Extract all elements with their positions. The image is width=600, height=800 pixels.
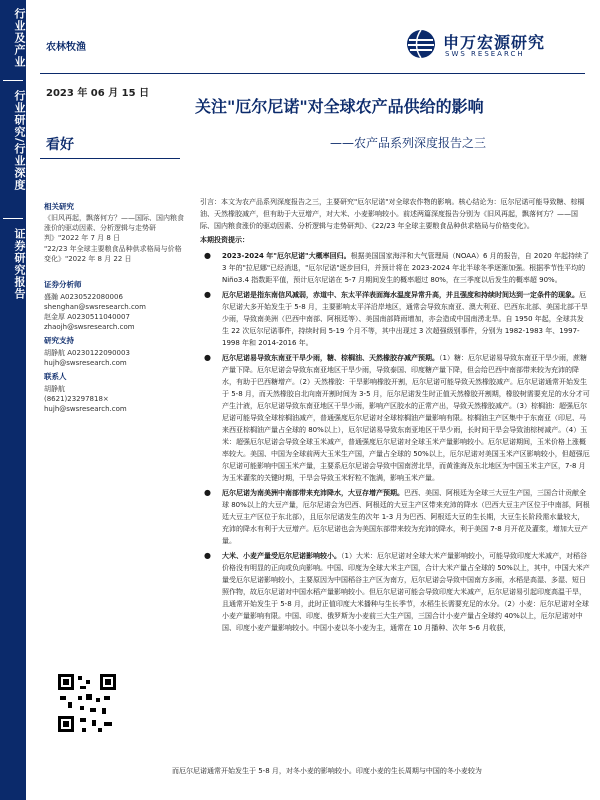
bullet-text: 根据美国国家海洋和大气管理局（NOAA）6 月的报告，自 2020 年起持续了 3 年的"拉尼娜"已经消退，"厄尔尼诺"逐步回归，并预计将在 2023-2024 年北半球冬季逐渐加强。根据季节性平均的 Niño3.4 指数距平值，预计厄尔尼诺在 5-7 月期间发生的概率超过 80%，在三季度以后发生的概率超 90%。 bbox=[222, 252, 589, 284]
contact-line[interactable]: hujh@swsresearch.com bbox=[44, 405, 127, 413]
vertical-label-industry: 行业及产业 bbox=[13, 8, 26, 68]
report-date: 2023 年 06 月 15 日 bbox=[46, 88, 150, 99]
report-title: 关注"厄尔尼诺"对全球农产品供给的影响 bbox=[195, 97, 484, 116]
bullet-icon: ● bbox=[204, 353, 211, 362]
qr-code-icon bbox=[56, 672, 118, 734]
section-heading: 本期投资提示： bbox=[200, 236, 249, 244]
vertical-separator bbox=[3, 80, 23, 81]
analyst-line[interactable]: zhaojh@swsresearch.com bbox=[44, 323, 135, 331]
continued-text: 而厄尔尼诺通常开始发生于 5-8 月，对冬小麦的影响较小。印度小麦的生长周期与中国的冬小麦较为 bbox=[172, 767, 482, 775]
assist-heading: 研究支持 bbox=[44, 336, 74, 345]
list-item bbox=[200, 289, 590, 349]
report-subtitle: ——农产品系列深度报告之三 bbox=[330, 136, 487, 150]
list-item bbox=[200, 352, 590, 484]
related-item[interactable]: 《旧风再起，飘落何方？——国际、国内粮食涨价的驱动因素、分析逻辑与走势研判》"2022 年 7 月 8 日 bbox=[44, 214, 184, 242]
analyst-info bbox=[44, 280, 184, 414]
contact-line: 胡静航 bbox=[44, 385, 65, 393]
brand-name-en: SWS RESEARCH bbox=[445, 50, 525, 58]
analyst-heading: 证券分析师 bbox=[44, 280, 82, 289]
brand-logo bbox=[405, 26, 590, 66]
bullet-lead: 2023-2024 年"厄尔尼诺"大概率回归。 bbox=[222, 252, 351, 260]
related-item[interactable]: "22/23 年全球主要粮食品种供求格局与价格变化》"2022 年 8 月 22 日 bbox=[44, 245, 182, 263]
bullet-text: （1）大米：厄尔尼诺对全球大米产量影响较小，可能导致印度大米减产，对稻谷价格没有明显的正向或负向影响。中国、印度为全球大米主产国，合计大米产量占全球的 50%以上，其中，中国大米产量受厄尔尼诺影响较小，主要原因为中国稻谷主产区为南方，厄尔尼诺会导致中国南方多雨，水稻是高湿、多湿、短日照作物，故厄尔尼诺对中国水稻产量影响较小。但厄尔尼诺可能会导致印度大米减产，厄尔尼诺易引起印度高温干旱，且通常开始发生于 5-8 月，此时正值印度大米播种与生长季节，水稻生长需要充足的水分。（2）小麦：厄尔尼诺对全球小麦产量影响有限。中国、印度、俄罗斯为小麦前三大生产国，三国合计小麦产量占全球约 40%以上，厄尔尼诺对中国、印度小麦产量影响较小。中国小麦以冬小麦为主，通常在 10 月播种、次年 5-6 月收获， bbox=[222, 552, 590, 632]
bullet-icon: ● bbox=[204, 551, 211, 560]
report-body bbox=[200, 196, 590, 637]
rating-divider bbox=[40, 158, 180, 159]
rating: 看好 bbox=[46, 137, 74, 153]
sector-label: 农林牧渔 bbox=[46, 42, 86, 53]
analyst-line: 盛瀚 A0230522080006 bbox=[44, 293, 123, 301]
assist-line: 胡静航 A0230122090003 bbox=[44, 349, 130, 357]
related-research bbox=[44, 202, 184, 265]
list-item bbox=[200, 487, 590, 547]
vertical-label-securities: 证券研究报告 bbox=[13, 228, 26, 300]
vertical-label-report-type: 行业研究/行业深度 bbox=[13, 90, 26, 192]
globe-icon bbox=[405, 28, 439, 60]
bullet-text: 巴西、美国、阿根廷为全球三大豆生产国，三国合计贡献全球 80%以上的大豆产量，厄尔尼诺会为巴西、阿根廷的大豆主产区带来充沛的降水（巴西大豆主产区位于中南部，阿根廷大豆主产区位于东北部），且厄尔尼诺发生的次年 1-3 月为巴西、阿根廷大豆的生长期，大豆生长阶段需水量较大，充沛的降水有利于大豆增产。厄尔尼诺也会为美国东部带来较为充沛的降水，利于美国 7-8 月开花及灌浆，增加大豆产量。 bbox=[222, 489, 590, 545]
list-item bbox=[200, 550, 590, 634]
brand-name-cn: 申万宏源研究 bbox=[443, 33, 546, 52]
bullet-text: （1）糖：厄尔尼诺易导致东南亚干旱少雨，蔗糖产量下降。厄尔尼诺会导致东南亚地区干旱少雨，导致泰国、印度糖产量下降，但会给巴西中南部带来较为充沛的降水，有助于巴西糖增产。（2）天然橡胶：干旱影响橡胶开割，厄尔尼诺可能导致天然橡胶减产。厄尔尼诺通常开始发生于 5-8 月，而天然橡胶自北向南开割时间为 3-5 月，厄尔尼诺发生时正值天然橡胶开割期，橡胶树需要充足的水分才可产生汁液，厄尔尼诺导致东南亚地区干旱少雨，影响产区胶水的正常产出，导致天然橡胶减产。（3）棕榈油：超强厄尔尼诺可能导致全球棕榈油减产，普通强度厄尔尼诺对全球棕榈油产量影响有限。棕榈油主产区集中于东南亚（印尼、马来西亚棕榈油产量占全球的 80%以上），厄尔尼诺易导致东南亚地区干旱少雨，长时间干旱会导致油棕树减产。（4）玉米：超强厄尔尼诺会导致全球玉米减产，普通强度厄尔尼诺对全球玉米产量影响较小。厄尔尼诺期间，玉米价格上涨概率较大。美国、中国为全球前两大玉米生产国，产量占全球的 50%以上，厄尔尼诺对美国玉米产区影响较小，但超强厄尔尼诺可能影响中国玉米产量，主要系厄尔尼诺会导致中国南涝北旱，而黄淮海及东北地区为中国玉米主产区，7-8 月为玉米灌浆的关键时期，干旱会导致玉米籽粒不饱满，影响玉米产量。 bbox=[222, 354, 590, 482]
bullet-lead: 厄尔尼诺为南美洲中南部带来充沛降水，大豆存增产预期。 bbox=[222, 489, 404, 497]
intro-paragraph: 引言：本文为农产品系列深度报告之三，主要研究"厄尔尼诺"对全球农作物的影响。核心结论为：厄尔尼诺可能导致糖、棕榈油、天然橡胶减产，但有助于大豆增产，对大米、小麦影响较小。前述两篇深度报告分别为《旧风再起，飘落何方？——国际、国内粮食涨价的驱动因素、分析逻辑与走势研判》、《22/23 年全球主要粮食品种供求格局与价格变化》。 bbox=[200, 198, 585, 230]
related-heading: 相关研究 bbox=[44, 202, 74, 211]
analyst-line: 赵金厚 A0230511040007 bbox=[44, 313, 130, 321]
list-item bbox=[200, 250, 590, 286]
vertical-separator bbox=[3, 218, 23, 219]
assist-line[interactable]: hujh@swsresearch.com bbox=[44, 359, 127, 367]
bullet-icon: ● bbox=[204, 488, 211, 497]
bullet-icon: ● bbox=[204, 251, 211, 260]
bullet-text: 厄尔尼诺大多开始发生于 5-8 月，主要影响太平洋沿岸地区，通常会导致东南亚、澳大利亚、巴西东北部、美国北部干旱少雨，导致南美洲（巴西中南部、阿根廷等）、美国南部降雨增加，亦会造成中国南涝北旱。自 1950 年起，全球共发生 22 次厄尔尼诺事件，持续时间 5-19 个月不等，其中出现过 3 次超强级别事件，分别为 1982-1983 年、1997-1998 年和 2014-2016 年。 bbox=[222, 291, 588, 347]
contact-heading: 联系人 bbox=[44, 372, 67, 381]
bullet-icon: ● bbox=[204, 290, 211, 299]
bullet-lead: 厄尔尼诺是指东南信风减弱，赤道中、东太平洋表面海水温度异常升高，并且强度和持续时间达到一定条件的现象。 bbox=[222, 291, 579, 299]
header-divider bbox=[40, 73, 585, 74]
analyst-line[interactable]: shenghan@swsresearch.com bbox=[44, 303, 146, 311]
bullet-lead: 大米、小麦产量受厄尔尼诺影响较小。 bbox=[222, 552, 341, 560]
contact-line: (8621)23297818× bbox=[44, 395, 109, 403]
bullet-lead: 厄尔尼诺易导致东南亚干旱少雨，糖、棕榈油、天然橡胶存减产预期。 bbox=[222, 354, 439, 362]
